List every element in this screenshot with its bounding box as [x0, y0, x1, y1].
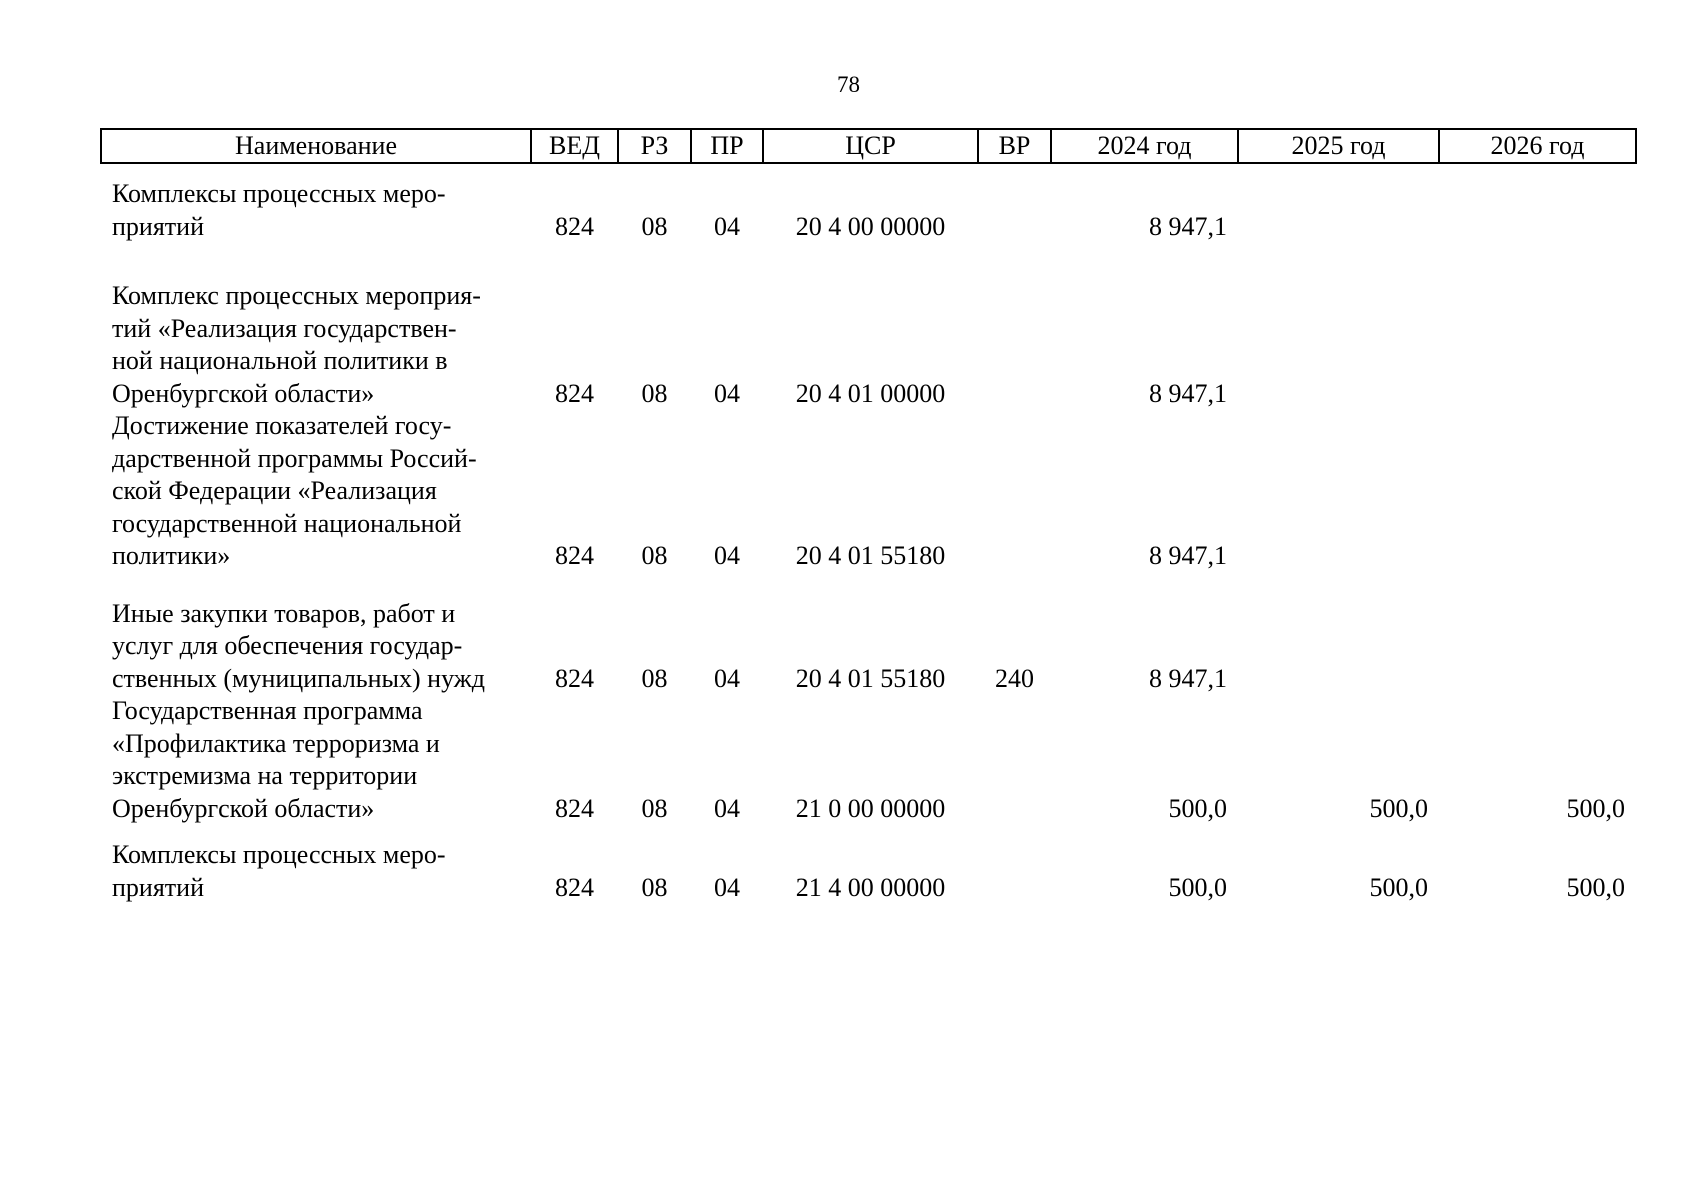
row-name-line: Оренбургской области» [112, 378, 375, 408]
row-pr: 04 [714, 541, 740, 570]
row-name [101, 695, 531, 825]
row-name-line: дарственной программы Россий- [112, 443, 477, 473]
row-csr: 21 0 00 00000 [795, 793, 946, 823]
row-name-line: ной национальной политики в [112, 346, 448, 375]
row-ved: 824 [555, 663, 594, 693]
row-rz: 08 [641, 541, 668, 570]
row-name-line: политики» [112, 541, 231, 570]
row-rz: 08 [641, 663, 668, 693]
row-name-line: приятий [112, 211, 204, 241]
row-name-line: Комплекс процессных мероприя- [112, 281, 481, 310]
row-csr: 20 4 01 00000 [795, 378, 946, 408]
row-pr: 04 [714, 211, 740, 241]
row-ved: 824 [555, 378, 594, 408]
row-csr: 21 4 00 00000 [795, 872, 946, 902]
row-name [101, 825, 531, 904]
table-row [101, 243, 1636, 410]
column-header-2024: 2024 год [1051, 129, 1238, 163]
row-value-2025 [1238, 243, 1439, 410]
row-rz: 08 [641, 793, 668, 823]
column-header-csr: ЦСР [763, 129, 978, 163]
row-value-2026 [1439, 243, 1636, 410]
table-row [101, 825, 1636, 904]
row-name-line: Достижение показателей госу- [112, 411, 452, 440]
row-name-line: Государственная программа [112, 696, 423, 725]
row-name-line: услуг для обеспечения государ- [112, 631, 463, 660]
row-value-2024: 8 947,1 [1149, 663, 1227, 693]
row-name [101, 243, 531, 410]
column-header-ved: ВЕД [531, 129, 618, 163]
row-value-2024: 500,0 [1168, 872, 1227, 902]
row-value-2026: 500,0 [1566, 872, 1625, 902]
column-header-2025: 2025 год [1238, 129, 1439, 163]
row-name-line: ской Федерации «Реализация [112, 476, 437, 505]
row-value-2024: 500,0 [1168, 793, 1227, 823]
row-name-line: Оренбургской области» [112, 793, 375, 823]
row-csr: 20 4 01 55180 [795, 541, 946, 570]
table-row [101, 163, 1636, 243]
row-vr [978, 243, 1051, 410]
row-pr: 04 [714, 872, 740, 902]
row-value-2025: 500,0 [1369, 872, 1428, 902]
table-header [101, 129, 1636, 163]
row-name-line: Комплексы процессных меро- [112, 179, 446, 208]
row-name-line: тий «Реализация государствен- [112, 313, 457, 343]
row-value-2025 [1238, 410, 1439, 573]
row-name [101, 573, 531, 696]
row-rz: 08 [641, 378, 668, 408]
row-value-2026 [1439, 410, 1636, 573]
row-name-line: Комплексы процессных меро- [112, 840, 446, 869]
column-header-vr: ВР [978, 129, 1051, 163]
row-rz: 08 [641, 872, 668, 902]
row-rz: 08 [641, 211, 668, 241]
page-number: 78 [837, 72, 860, 97]
row-name-line: «Профилактика терроризма и [112, 728, 440, 758]
row-csr: 20 4 01 55180 [795, 663, 946, 693]
row-ved: 824 [555, 872, 594, 902]
row-vr [978, 695, 1051, 825]
row-value-2025 [1238, 163, 1439, 243]
row-name-line: ственных (муниципальных) нужд [112, 663, 485, 693]
table-body [101, 163, 1636, 904]
row-vr [978, 410, 1051, 573]
budget-table [100, 128, 1637, 904]
row-value-2024: 8 947,1 [1149, 211, 1227, 241]
row-value-2024: 8 947,1 [1149, 541, 1227, 570]
row-name-line: государственной национальной [112, 508, 462, 538]
row-value-2026 [1439, 163, 1636, 243]
table-row [101, 410, 1636, 573]
row-pr: 04 [714, 663, 740, 693]
column-header-rz: РЗ [618, 129, 691, 163]
row-value-2024: 8 947,1 [1149, 378, 1227, 408]
column-header-pr: ПР [691, 129, 763, 163]
row-name-line: приятий [112, 872, 204, 902]
row-ved: 824 [555, 541, 594, 570]
row-vr [978, 163, 1051, 243]
row-vr [978, 825, 1051, 904]
row-value-2026: 500,0 [1566, 793, 1625, 823]
column-header-2026: 2026 год [1439, 129, 1636, 163]
header-row [101, 129, 1636, 163]
row-name [101, 163, 531, 243]
column-header-name: Наименование [101, 129, 531, 163]
row-value-2026 [1439, 573, 1636, 696]
row-value-2025: 500,0 [1369, 793, 1428, 823]
row-ved: 824 [555, 211, 594, 241]
row-value-2025 [1238, 573, 1439, 696]
row-ved: 824 [555, 793, 594, 823]
table-row [101, 573, 1636, 696]
row-vr: 240 [995, 663, 1034, 693]
row-csr: 20 4 00 00000 [795, 211, 946, 241]
row-pr: 04 [714, 793, 740, 823]
row-name-line: экстремизма на территории [112, 761, 418, 790]
row-name-line: Иные закупки товаров, работ и [112, 598, 456, 628]
table-row [101, 695, 1636, 825]
row-name [101, 410, 531, 573]
row-pr: 04 [714, 378, 740, 408]
